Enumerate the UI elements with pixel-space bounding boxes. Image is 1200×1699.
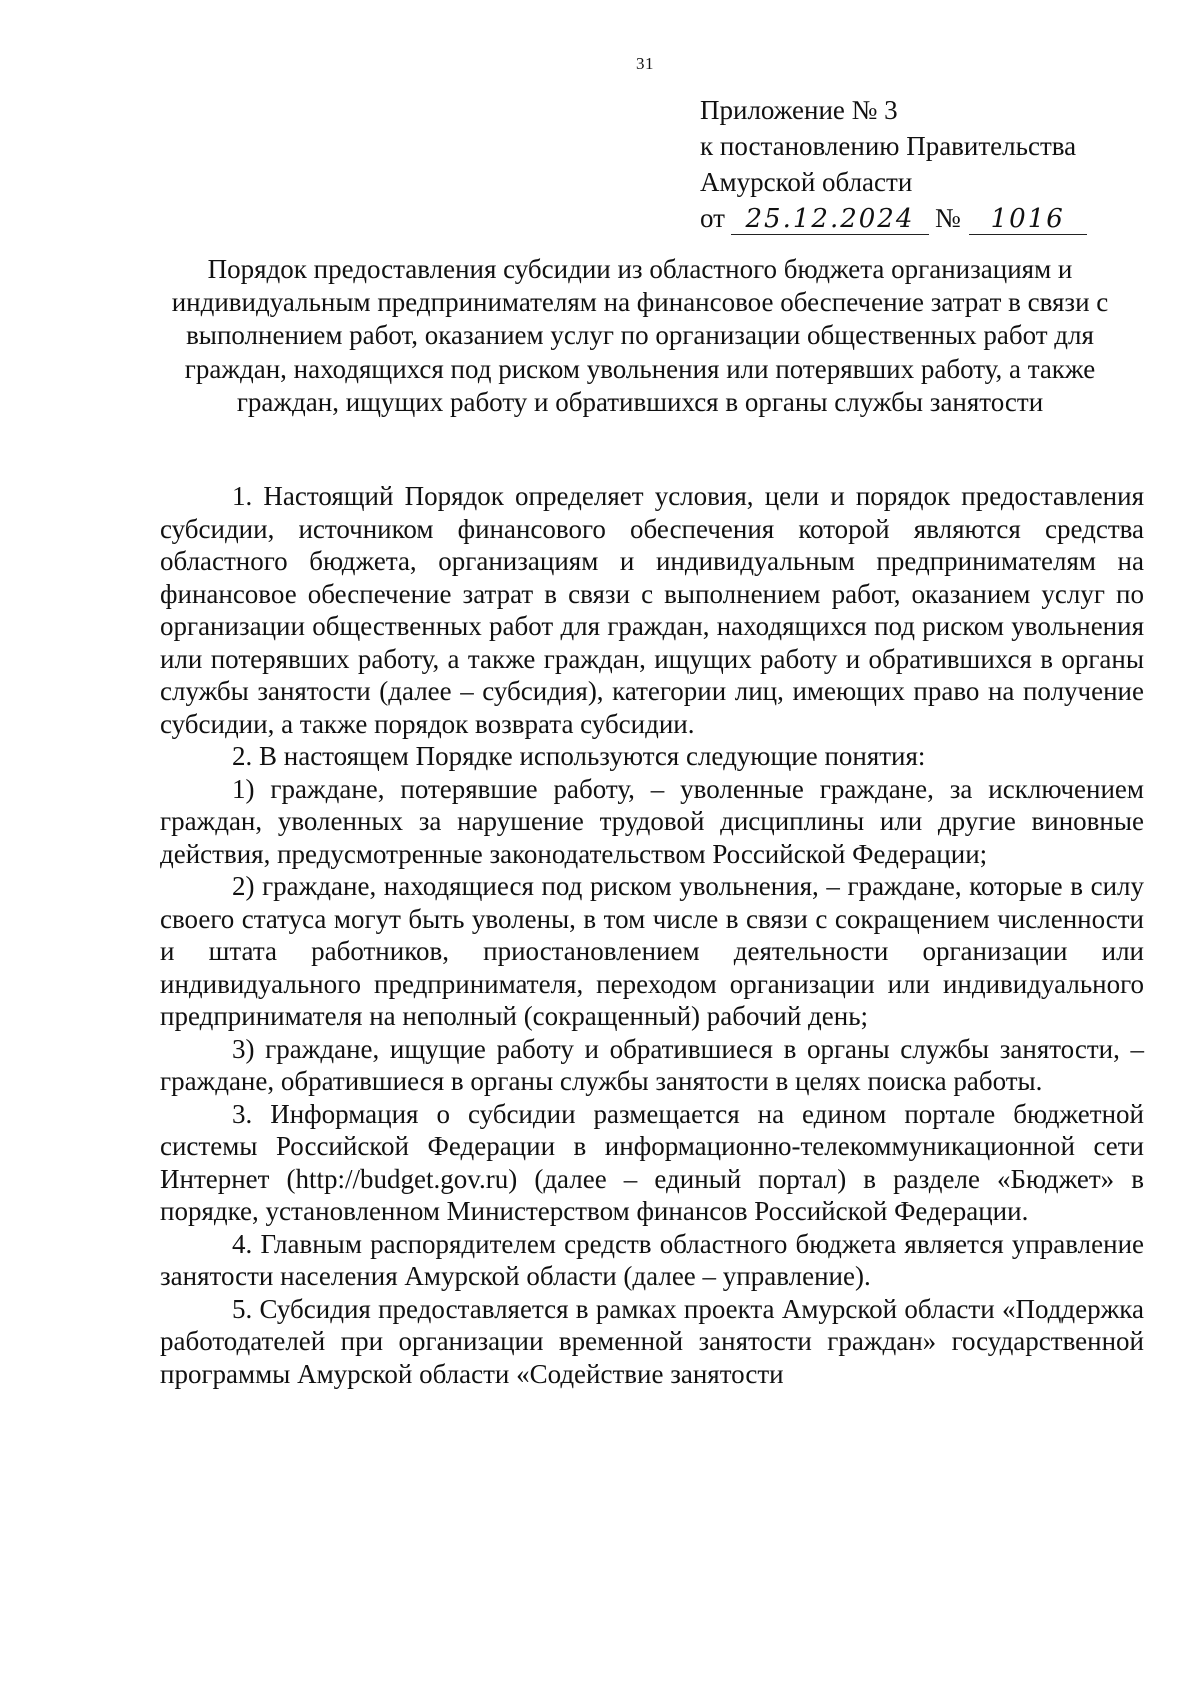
document-title: Порядок предоставления субсидии из областного бюджета организациям и индивидуальным предпринимателям на финансовое обеспечение затрат в связи с выполнением работ, оказанием услуг по организации общественных работ для граждан, находящихся под риском увольнения или потерявших работу, а также граждан, ищущих работу и обратившихся в органы службы занятости [171,254,1109,417]
paragraph-5: 5. Субсидия предоставляется в рамках проекта Амурской области «Поддержка работодателей при организации временной занятости граждан» государственной программы Амурской области «Содействие занятости [160,1293,1144,1389]
appendix-line-2: к постановлению Правительства [700,131,1077,161]
number-label: № [934,203,961,233]
appendix-date-line [700,200,1130,236]
paragraph-3: 3. Информация о субсидии размещается на едином портале бюджетной системы Российской Федерации в информационно-телекоммуникационной сети Интернет (http://budget.gov.ru) (далее – единый портал) в разделе «Бюджет» в порядке, установленном Министерством финансов Российской Федерации. [160,1098,1144,1226]
handwritten-date: 25.12.2024 [731,204,929,235]
paragraph-1: 1. Настоящий Порядок определяет условия, цели и порядок предоставления субсидии, источником финансового обеспечения которой являются средства областного бюджета, организациям и индивидуальным предпринимателям на финансовое обеспечение затрат в связи с выполнением работ, оказанием услуг по организации общественных работ для граждан, находящихся под риском увольнения или потерявших работу, а также граждан, ищущих работу и обратившихся в органы службы занятости (далее – субсидия), категории лиц, имеющих право на получение субсидии, а также порядок возврата субсидии. [160,481,1144,739]
appendix-line-3: Амурской области [700,167,913,197]
paragraph-2-item-1: 1) граждане, потерявшие работу, – уволенные граждане, за исключением граждан, уволенных за нарушение трудовой дисциплины или другие виновные действия, предусмотренные законодательством Российской Федерации; [160,773,1144,869]
appendix-line-1: Приложение № 3 [700,95,898,125]
paragraph-2: 2. В настоящем Порядке используются следующие понятия: [232,741,926,771]
date-prefix: от [700,203,725,233]
paragraph-2-item-3: 3) граждане, ищущие работу и обратившиеся в органы службы занятости, – граждане, обратившиеся в органы службы занятости в целях поиска работы. [160,1033,1144,1096]
paragraph-2-item-2: 2) граждане, находящиеся под риском увольнения, – граждане, которые в силу своего статуса могут быть уволены, в том числе в связи с сокращением численности и штата работников, приостановлением деятельности организации или индивидуального предпринимателя, переходом организации или индивидуального предпринимателя на неполный (сокращенный) рабочий день; [160,871,1144,1031]
appendix-header [700,92,1130,236]
handwritten-number: 1016 [969,204,1087,235]
page-number: 31 [636,54,654,73]
document-body [160,480,1144,1390]
paragraph-4: 4. Главным распорядителем средств областного бюджета является управление занятости населения Амурской области (далее – управление). [160,1228,1144,1291]
